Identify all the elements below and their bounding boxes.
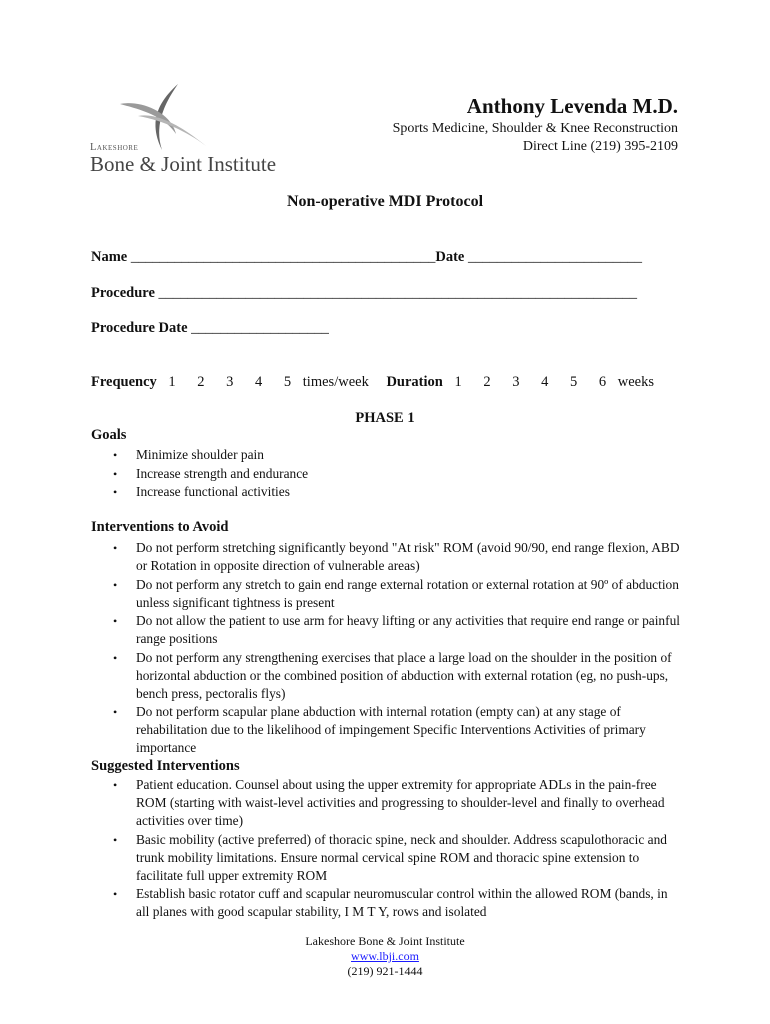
duration-unit: weeks — [617, 374, 654, 390]
date-field[interactable]: ________________________ — [468, 249, 642, 265]
bullet-icon: • — [113, 778, 118, 792]
date-label: Date — [435, 249, 465, 265]
frequency-unit: times/week — [302, 374, 369, 390]
bullet-icon: • — [113, 485, 118, 499]
doctor-specialty: Sports Medicine, Shoulder & Knee Reconstruction — [392, 121, 678, 136]
list-item: • Basic mobility (active preferred) of thoracic spine, neck and shoulder. Address scapulothoracic and trunk mobility limitations. Ensure normal cervical spine ROM and thoracic spine extension to facilitate full upper extremity ROM — [113, 831, 667, 883]
logo-small-text: Lakeshore — [90, 142, 139, 153]
name-field[interactable]: __________________________________________ — [130, 249, 436, 265]
list-item: • Do not perform scapular plane abduction with internal rotation (empty can) at any stage of rehabilitation due to the likelihood of impingement Specific Interventions Activities of primary importance — [113, 704, 646, 755]
doctor-name: Anthony Levenda M.D. — [466, 94, 678, 118]
list-item: • Increase functional activities — [113, 484, 290, 499]
frequency-label: Frequency — [91, 374, 157, 390]
footer-phone: (219) 921-1444 — [347, 964, 423, 978]
goals-heading: Goals — [91, 427, 127, 443]
duration-option[interactable]: 3 — [512, 374, 520, 390]
doctor-direct-line: Direct Line (219) 395-2109 — [522, 139, 678, 154]
list-item: • Do not allow the patient to use arm for heavy lifting or any activities that require end range or painful range positions — [113, 613, 681, 646]
procedure-date-label: Procedure Date — [91, 320, 188, 336]
list-item: • Do not perform stretching significantly beyond "At risk" ROM (avoid 90/90, end range flexion, ABD or Rotation in opposite direction of vulnerable areas) — [113, 540, 680, 573]
procedure-field[interactable]: __________________________________________________________________ — [158, 285, 638, 301]
bullet-icon: • — [113, 832, 118, 847]
suggested-heading: Suggested Interventions — [91, 758, 240, 774]
frequency-duration-row — [91, 374, 654, 391]
procedure-date-field[interactable]: ___________________ — [191, 320, 329, 336]
bullet-icon: • — [113, 614, 118, 628]
list-item: • Increase strength and endurance — [113, 465, 309, 481]
list-item: • Minimize shoulder pain — [113, 447, 264, 462]
footer-org: Lakeshore Bone & Joint Institute — [305, 934, 465, 948]
bullet-icon: • — [113, 577, 118, 592]
avoid-heading: Interventions to Avoid — [91, 519, 229, 535]
procedure-row — [91, 285, 637, 302]
bullet-icon: • — [113, 541, 118, 555]
suggested-list — [91, 776, 681, 922]
duration-option[interactable]: 5 — [569, 374, 578, 390]
list-item: • Establish basic rotator cuff and scapular neuromuscular control within the allowed ROM (bands, in all planes with good scapular stability, I M T Y, rows and isolated — [113, 886, 668, 919]
page-title: Non-operative MDI Protocol — [286, 193, 484, 210]
bullet-icon: • — [113, 887, 118, 901]
duration-label: Duration — [386, 374, 443, 390]
institute-logo — [90, 82, 300, 177]
procedure-label: Procedure — [91, 285, 155, 301]
name-date-row — [91, 249, 642, 266]
duration-option[interactable]: 4 — [541, 374, 549, 390]
name-label: Name — [91, 249, 128, 265]
duration-option[interactable]: 1 — [454, 374, 462, 390]
list-item: • Do not perform any stretch to gain end range external rotation or external rotation at 90º of abduction unless significant tightness is present — [113, 576, 679, 610]
logo-name: Bone & Joint Institute — [90, 152, 277, 176]
duration-option[interactable]: 6 — [598, 374, 607, 390]
list-item: • Patient education. Counsel about using the upper extremity for appropriate ADLs in the pain-free ROM (starting with waist-level activities and progressing to shoulder-level and finally to overhead activities over time) — [113, 777, 665, 828]
duration-option[interactable]: 2 — [483, 374, 491, 390]
bullet-icon: • — [113, 466, 118, 481]
frequency-option[interactable]: 4 — [255, 374, 263, 390]
phase-heading: PHASE 1 — [355, 410, 415, 426]
frequency-option[interactable]: 2 — [197, 374, 205, 390]
avoid-list — [91, 539, 681, 758]
goals-list — [91, 446, 681, 502]
procedure-date-row — [91, 320, 329, 337]
bullet-icon: • — [113, 448, 118, 462]
bullet-icon: • — [113, 650, 118, 665]
frequency-option[interactable]: 3 — [226, 374, 234, 390]
bullet-icon: • — [113, 705, 118, 719]
frequency-option[interactable]: 1 — [168, 374, 176, 390]
footer — [0, 934, 770, 979]
list-item: • Do not perform any strengthening exercises that place a large load on the shoulder in the position of horizontal abduction or the combined position of abduction with external rotation (eg, no push-ups, bench press, pectoralis flys) — [113, 649, 672, 701]
frequency-option[interactable]: 5 — [283, 374, 292, 390]
footer-website-link[interactable]: www.lbji.com — [351, 949, 419, 963]
